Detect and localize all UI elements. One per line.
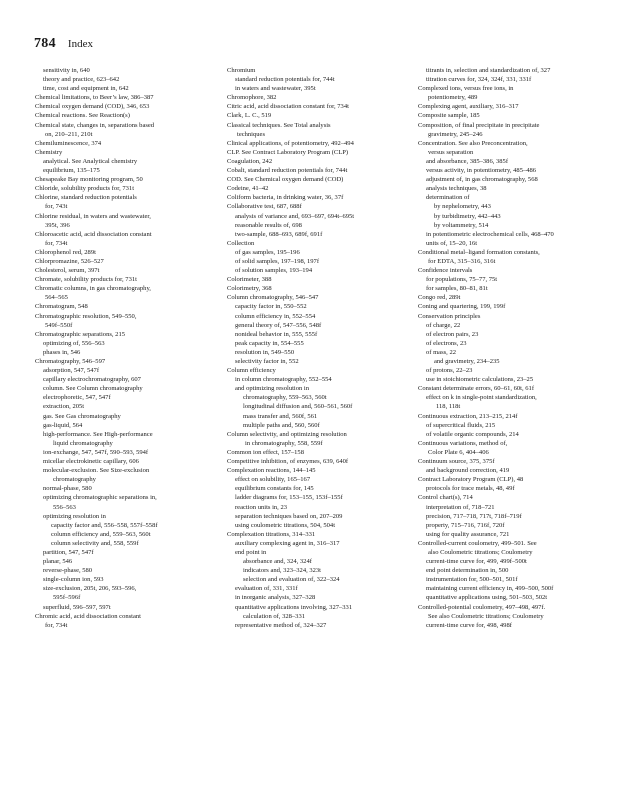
index-entry: in chromatography, 558, 559f xyxy=(245,439,323,447)
index-entry: planar, 546 xyxy=(43,558,73,566)
index-entry: titration curves for, 324, 324f, 331, 331f xyxy=(426,76,532,84)
index-entry: reaction units in, 23 xyxy=(235,503,288,511)
index-entry: of electrons, 23 xyxy=(426,339,467,347)
index-entry: single-column ion, 593 xyxy=(43,576,104,584)
index-entry: Conditional metal–ligand formation constants, xyxy=(418,248,540,256)
index-entry: of charge, 22 xyxy=(426,321,461,329)
index-entry: titrants in, selection and standardization of, 327 xyxy=(426,67,551,74)
index-entry: Chloride, solubility products for, 731t xyxy=(35,185,135,193)
index-entry: liquid chromatography xyxy=(53,439,113,447)
index-entry: using coulometric titrations, 504, 504t xyxy=(235,521,336,529)
index-entry: Chemical reactions. See Reaction(s) xyxy=(35,112,130,120)
index-entry: analytical. See Analytical chemistry xyxy=(43,157,138,165)
index-entry: nonideal behavior in, 555, 555f xyxy=(235,330,318,338)
index-entry: mass transfer and, 560f, 561 xyxy=(243,412,318,420)
index-entry: CLP. See Contract Laboratory Program (CLP) xyxy=(227,148,349,156)
index-entry: Column efficiency xyxy=(227,367,276,375)
index-entry: Chromatographic separations, 215 xyxy=(35,330,125,338)
index-entry: using for quality assurance, 721 xyxy=(426,530,510,538)
index-entry: in inorganic analysis, 327–328 xyxy=(235,594,316,602)
index-entry: Chemical state, changes in, separations based xyxy=(35,121,155,129)
index-entry: Citric acid, acid dissociation constant for, 734t xyxy=(227,103,349,111)
index-entry: ladder diagrams for, 153–155, 153f–155f xyxy=(235,494,343,502)
index-entry: capacity factor and, 556–558, 557f–558f xyxy=(51,521,158,529)
index-entry: Coliform bacteria, in drinking water, 36, 37f xyxy=(227,194,344,202)
index-entry: Complexation titrations, 314–331 xyxy=(227,530,316,538)
index-entry: auxiliary complexing agent in, 316–317 xyxy=(235,539,340,547)
index-entry: techniques xyxy=(237,130,265,138)
index-entry: column efficiency and, 559–563, 560t xyxy=(51,530,151,538)
index-entry: Classical techniques. See Total analysis xyxy=(227,121,331,129)
index-entry: property, 715–716, 716f, 720f xyxy=(426,521,505,529)
index-entry: of mass, 22 xyxy=(426,348,457,356)
index-entry: Controlled-current coulometry, 499–501. See xyxy=(418,539,537,547)
index-entry: Chemical limitations, to Beer’s law, 386–387 xyxy=(35,94,154,102)
index-entry: effect on k in single-point standardization, xyxy=(426,394,537,402)
index-entry: and background correction, 419 xyxy=(426,467,510,475)
index-entry: end point determination in, 500 xyxy=(426,567,509,575)
index-entry: in potentiometric electrochemical cells, 468–470 xyxy=(426,230,554,238)
index-entry: Codeine, 41–42 xyxy=(227,185,269,193)
index-entry: calculation of, 328–331 xyxy=(243,612,305,620)
index-entry: Complexed ions, versus free ions, in xyxy=(418,85,514,93)
index-entry: evaluation of, 331, 331f xyxy=(235,585,298,593)
index-entry: determination of xyxy=(426,194,470,202)
index-entry: capillary electrochromatography, 607 xyxy=(43,376,141,384)
index-entry: multiple paths and, 560, 560f xyxy=(243,421,320,429)
index-entry: by voltammetry, 514 xyxy=(434,221,489,229)
index-entry: equilibrium constants for, 145 xyxy=(235,485,314,493)
index-entry: standard reduction potentials for, 744t xyxy=(235,76,335,84)
index-entry: absorbance and, 324, 324f xyxy=(243,558,312,566)
index-entry: selectivity factor in, 552 xyxy=(235,358,299,365)
index-entry: quantitative applications involving, 327–331 xyxy=(235,603,353,611)
index-entry: of volatile organic compounds, 214 xyxy=(426,430,519,438)
index-entry: Cholesterol, serum, 397t xyxy=(35,267,100,275)
index-entry: Contract Laboratory Program (CLP), 48 xyxy=(418,476,524,484)
index-entry: partition, 547, 547f xyxy=(43,548,94,556)
index-entry: in waters and wastewater, 395t xyxy=(235,85,316,93)
index-entry: optimizing chromatographic separations in, xyxy=(43,494,157,502)
index-entry: reverse-phase, 580 xyxy=(43,567,93,575)
index-entry: instrumentation for, 500–501, 501f xyxy=(426,576,518,584)
index-entry: chromatography, 559–563, 560t xyxy=(243,394,327,402)
index-entry: ion-exchange, 547, 547f, 590–593, 594f xyxy=(43,448,149,456)
index-entry: for, 743t xyxy=(45,203,68,211)
index-entry: Cobalt, standard reduction potentials for, 744t xyxy=(227,167,348,175)
index-entry: Complexation reactions, 144–145 xyxy=(227,467,316,475)
index-entry: 549f–550f xyxy=(45,321,73,329)
index-entry: Collaborative test, 687, 688f xyxy=(227,203,302,211)
index-entry: of supercritical fluids, 215 xyxy=(426,421,496,429)
index-entry: molecular-exclusion. See Size-exclusion xyxy=(43,467,150,475)
index-entry: Chloroacetic acid, acid dissociation constant xyxy=(35,230,152,238)
index-entry: gravimetry, 245–246 xyxy=(428,130,483,138)
index-column-1 xyxy=(35,66,219,630)
index-entry: Chemiluminescence, 374 xyxy=(35,139,102,147)
index-entry: Chromatic columns, in gas chromatography, xyxy=(35,285,151,293)
index-entry: Collection xyxy=(227,239,255,247)
index-entry: Common ion effect, 157–158 xyxy=(227,448,304,456)
index-entry: current-time curve for, 498, 498f xyxy=(426,621,512,629)
index-column-3 xyxy=(418,66,602,630)
index-entry: Coagulation, 242 xyxy=(227,157,273,165)
index-entry: Chlorine residual, in waters and wastewater, xyxy=(35,212,151,220)
index-entry: Chemical oxygen demand (COD), 346, 653 xyxy=(35,103,150,111)
index-entry: for, 734t xyxy=(45,239,68,247)
index-entry: electrophoretic, 547, 547f xyxy=(43,394,111,402)
index-entry: effect on solubility, 165–167 xyxy=(235,476,311,484)
index-entry: potentiometry, 489 xyxy=(428,94,478,102)
index-entry: Concentration. See also Preconcentration, xyxy=(418,139,528,147)
index-entry: of solution samples, 193–194 xyxy=(235,267,313,275)
index-entry: quantitative applications using, 501–503, 502t xyxy=(426,594,548,602)
index-entry: Color Plate 6, 404–406 xyxy=(428,448,489,456)
index-entry: peak capacity in, 554–555 xyxy=(235,339,304,347)
index-entry: also Coulometric titrations; Coulometry xyxy=(428,548,533,556)
index-entry: Chesapeake Bay monitoring program, 50 xyxy=(35,176,143,184)
index-entry: Column chromatography, 546–547 xyxy=(227,294,319,302)
index-entry: phases in, 546 xyxy=(43,348,81,356)
index-entry: for, 734t xyxy=(45,621,68,629)
page-number: 784 xyxy=(34,36,56,51)
index-entry: Chromium xyxy=(227,67,256,74)
index-entry: of gas samples, 195–196 xyxy=(235,248,300,256)
index-entry: Chromatographic resolution, 549–550, xyxy=(35,312,137,320)
index-entry: 564–565 xyxy=(45,294,68,302)
index-entry: high-performance. See High-performance xyxy=(43,430,153,438)
index-entry: Composition, of final precipitate in precipitate xyxy=(418,121,540,129)
index-entry: representative method of, 324–327 xyxy=(235,621,327,629)
index-entry: resolution in, 549–550 xyxy=(235,348,295,356)
index-entry: Continuum source, 375, 375f xyxy=(418,458,495,466)
index-entry: size-exclusion, 205t, 206, 593–596, xyxy=(43,585,137,593)
index-entry: 118, 118t xyxy=(436,403,461,411)
index-entry: use in stoichiometric calculations, 23–25 xyxy=(426,376,534,384)
index-entry: Chromate, solubility products for, 731t xyxy=(35,276,137,284)
index-entry: end point in xyxy=(235,548,267,556)
index-entry: column efficiency in, 552–554 xyxy=(235,312,316,320)
index-entry: Control chart(s), 714 xyxy=(418,494,473,502)
index-column-2 xyxy=(227,66,411,630)
index-entry: longitudinal diffusion and, 560–561, 560f xyxy=(243,403,353,411)
index-entry: Competitive inhibition, of enzymes, 639, 640f xyxy=(227,458,349,466)
index-entry: separation techniques based on, 207–209 xyxy=(235,512,343,520)
index-entry: equilibrium, 135–175 xyxy=(43,167,100,175)
index-entry: selection and evaluation of, 322–324 xyxy=(243,576,340,584)
index-entry: and optimizing resolution in xyxy=(235,385,310,393)
index-entry: 395t, 396 xyxy=(45,221,70,229)
index-entry: adjustment of, in gas chromatography, 568 xyxy=(426,176,538,184)
index-entry: adsorption, 547, 547f xyxy=(43,367,100,375)
index-entry: optimizing resolution in xyxy=(43,512,106,520)
index-entry: reasonable results of, 698 xyxy=(235,221,302,229)
index-entry: general theory of, 547–556, 548f xyxy=(235,321,322,329)
index-entry: maintaining current efficiency in, 499–500, 500f xyxy=(426,585,554,593)
index-entry: Constant determinate errors, 60–61, 60t, 61f xyxy=(418,385,534,393)
index-entry: Controlled-potential coulometry, 497–498, 497f. xyxy=(418,603,546,611)
index-entry: by nephelometry, 443 xyxy=(434,203,491,211)
index-entry: column. See Column chromatography xyxy=(43,385,143,393)
index-entry: gas. See Gas chromatography xyxy=(43,412,121,420)
index-entry: versus activity, in potentiometry, 485–486 xyxy=(426,167,537,175)
index-entry: analysis of variance and, 693–697, 694t–695t xyxy=(235,212,355,220)
index-entry: current-time curve for, 499, 499f–500t xyxy=(426,558,527,566)
index-entry: gas-liquid, 564 xyxy=(43,421,83,429)
index-entry: Clark, L. C., 519 xyxy=(227,112,272,120)
index-entry: See also Coulometric titrations; Coulometry xyxy=(428,612,544,620)
index-entry: precision, 717–718, 717t, 718f–719f xyxy=(426,512,522,520)
running-head: Index xyxy=(67,38,93,50)
index-entry: Chromic acid, acid dissociation constant xyxy=(35,612,141,620)
index-entry: Confidence intervals xyxy=(418,267,473,275)
index-entry: indicators and, 323–324, 323t xyxy=(243,567,322,575)
index-entry: and gravimetry, 234–235 xyxy=(434,358,500,365)
index-entry: Chromophore, 382 xyxy=(227,94,277,102)
index-entry: Chlorine, standard reduction potentials xyxy=(35,194,137,202)
index-entry: Chlorpromazine, 526–527 xyxy=(35,257,104,265)
index-entry: protocols for trace metals, 48, 49f xyxy=(426,485,515,493)
index-entry: sensitivity in, 640 xyxy=(43,67,90,74)
index-entry: column selectivity and, 558, 559f xyxy=(51,539,139,547)
index-entry: micellar electrokinetic capillary, 606 xyxy=(43,458,139,466)
index-entry: Chemistry xyxy=(35,148,63,156)
index-entry: Column selectivity, and optimizing resolution xyxy=(227,430,347,438)
index-entry: units of, 15–20, 16t xyxy=(426,239,478,247)
index-entry: capacity factor in, 550–552 xyxy=(235,303,307,311)
index-entry: analysis techniques, 38 xyxy=(426,185,487,193)
index-entry: 556–563 xyxy=(53,503,76,511)
index-entry: in column chromatography, 552–554 xyxy=(235,376,332,384)
index-entry: normal-phase, 580 xyxy=(43,485,92,493)
index-entry: Colorimeter, 388 xyxy=(227,276,272,284)
index-entry: Continuous variations, method of, xyxy=(418,439,508,447)
index-entry: Chlorophenol red, 289t xyxy=(35,248,96,256)
index-entry: Continuous extraction, 213–215, 214f xyxy=(418,412,518,420)
index-entry: versus separation xyxy=(428,148,474,156)
index-entry: for populations, 75–77, 75t xyxy=(426,276,498,284)
index-entry: chromatography xyxy=(53,476,96,484)
index-entry: Clinical applications, of potentiometry, 492–494 xyxy=(227,139,354,147)
index-entry: for EDTA, 315–316, 316t xyxy=(428,257,496,265)
index-entry: Coning and quartering, 199, 199f xyxy=(418,303,506,311)
index-entry: Chromatography, 546–597 xyxy=(35,358,106,365)
index-entry: Colorimetry, 368 xyxy=(227,285,272,293)
index-entry: two-sample, 688–693, 689f, 691f xyxy=(235,230,323,238)
index-entry: superfluid, 596–597, 597t xyxy=(43,603,111,611)
index-entry: of electron pairs, 23 xyxy=(426,330,479,338)
index-entry: Chromatogram, 548 xyxy=(35,303,88,311)
index-entry: Complexing agent, auxiliary, 316–317 xyxy=(418,103,519,111)
index-entry: Congo red, 289t xyxy=(418,294,461,302)
index-entry: on, 210–211, 210t xyxy=(45,130,93,138)
index-entry: theory and practice, 623–642 xyxy=(43,76,120,84)
index-entry: by turbidimetry, 442–443 xyxy=(434,212,501,220)
index-entry: Composite sample, 185 xyxy=(418,112,480,120)
index-entry: interpretation of, 718–721 xyxy=(426,503,495,511)
index-entry: of solid samples, 197–198, 197f xyxy=(235,257,320,265)
index-entry: COD. See Chemical oxygen demand (COD) xyxy=(227,176,344,184)
index-entry: Conservation principles xyxy=(418,312,481,320)
index-entry: time, cost and equipment in, 642 xyxy=(43,85,129,93)
index-entry: for samples, 80–81, 81t xyxy=(426,285,488,293)
index-entry: and absorbance, 385–386, 385f xyxy=(426,157,508,165)
page-header xyxy=(34,34,93,54)
index-entry: extraction, 205t xyxy=(43,403,85,411)
index-entry: 595f–596f xyxy=(53,594,81,602)
index-entry: of protons, 22–23 xyxy=(426,367,473,375)
index-entry: optimizing of, 556–563 xyxy=(43,339,105,347)
